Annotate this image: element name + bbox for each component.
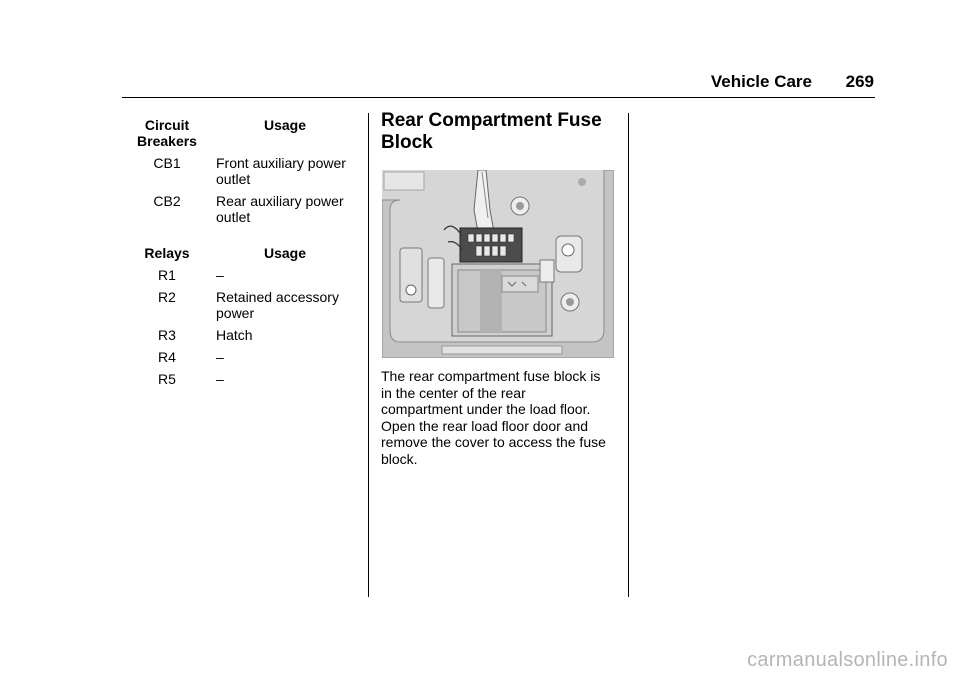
table-header	[122, 245, 358, 261]
header-usage: Usage	[263, 117, 307, 133]
header-rule	[122, 97, 875, 98]
usage-line: outlet	[216, 209, 251, 225]
page-header	[0, 70, 960, 100]
row-id: R4	[158, 349, 176, 365]
body-line: compartment under the load floor.	[381, 401, 591, 417]
row-id: R1	[158, 267, 176, 283]
watermark: carmanualsonline.info	[747, 649, 948, 671]
row-usage	[212, 289, 358, 321]
usage-line: outlet	[216, 171, 251, 187]
row-usage: –	[216, 267, 224, 283]
title-line: Block	[381, 132, 433, 153]
row-usage: –	[216, 349, 224, 365]
column-divider-1	[368, 113, 369, 597]
section-title	[381, 110, 621, 154]
table-row	[122, 289, 358, 321]
section-name: Vehicle Care	[710, 72, 812, 91]
body-line: in the center of the rear	[381, 384, 526, 401]
row-id: R5	[158, 371, 176, 387]
row-id: R2	[158, 289, 176, 305]
usage-line: Rear auxiliary power	[216, 193, 344, 209]
row-usage: –	[216, 371, 224, 387]
header-circuit-breakers	[122, 117, 212, 149]
table-row	[122, 371, 358, 387]
header-usage: Usage	[263, 245, 307, 261]
fuse-block-drawing	[382, 170, 614, 358]
usage-line: power	[216, 305, 255, 321]
row-usage: Hatch	[216, 327, 253, 343]
page-number: 269	[845, 72, 874, 91]
table-header	[122, 117, 358, 149]
fuse-block-illustration	[382, 170, 614, 358]
row-id: CB1	[153, 155, 181, 171]
table-row	[122, 267, 358, 283]
header-line: Breakers	[137, 133, 197, 149]
row-id: R3	[158, 327, 176, 343]
body-line: remove the cover to access the fuse	[381, 434, 606, 450]
body-line: Open the rear load floor door and	[381, 417, 589, 434]
column-divider-2	[628, 113, 629, 597]
circuit-breakers-table	[122, 117, 358, 231]
header-line: Circuit	[144, 117, 190, 133]
row-id: CB2	[153, 193, 181, 209]
table-row	[122, 327, 358, 343]
usage-line: Retained accessory	[216, 289, 339, 305]
relays-table	[122, 245, 358, 393]
header-relays: Relays	[144, 245, 190, 261]
body-line: The rear compartment fuse block is	[381, 368, 601, 384]
section-body	[381, 368, 621, 467]
row-usage	[212, 155, 358, 187]
table-row	[122, 193, 358, 225]
table-row	[122, 155, 358, 187]
title-line: Rear Compartment Fuse	[381, 110, 602, 131]
table-row	[122, 349, 358, 365]
usage-line: Front auxiliary power	[216, 155, 346, 171]
row-usage	[212, 193, 358, 225]
body-line: block.	[381, 450, 418, 467]
